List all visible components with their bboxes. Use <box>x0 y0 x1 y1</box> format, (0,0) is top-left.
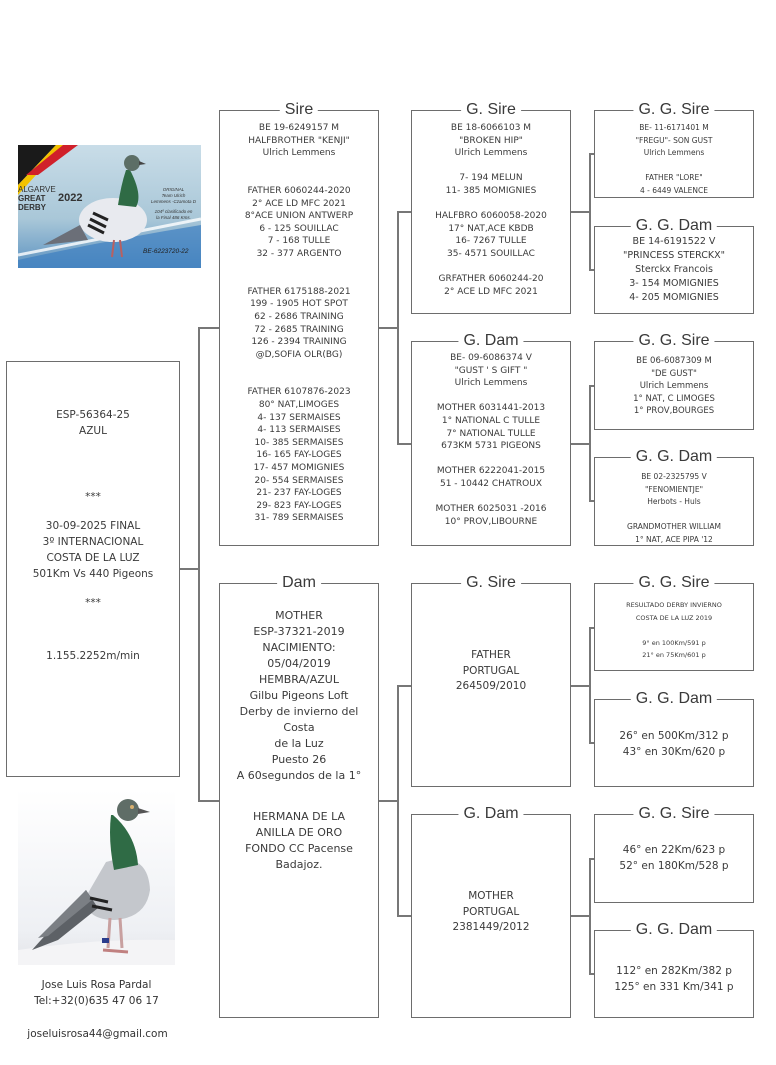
connector-line <box>589 385 591 501</box>
sd-dam-title: G. G. Dam <box>631 447 717 467</box>
owner-email[interactable]: joseluisrosa44@gmail.com <box>27 1028 168 1040</box>
connector-line <box>589 858 591 974</box>
ss-sire-title: G. G. Sire <box>633 100 714 120</box>
dam-dam-box <box>411 805 571 1018</box>
sire-title: Sire <box>280 100 318 120</box>
derby-year: 2022 <box>58 192 83 204</box>
sire-sire-details: BE 18-6066103 M "BROKEN HIP" Ulrich Lemmens 7- 194 MELUN 11- 385 MOMIGNIES HALFBRO 6060058-2020 17° NAT,ACE KBDB 16- 7267 TULLE 35- 4571 SOUILLAC GRFATHER 6060244-20 2° ACE LD MFC 2021 <box>435 123 547 297</box>
sd-sire-title: G. G. Sire <box>633 331 714 351</box>
dam-dam-title: G. Dam <box>458 804 523 824</box>
dam-details: MOTHER ESP-37321-2019 NACIMIENTO: 05/04/2019 HEMBRA/AZUL Gilbu Pigeons Loft Derby de invierno del Costa de la Luz Puesto 26 A 60segundos de la 1° HERMANA DE LA ANILLA DE ORO FONDO CC Pacense Badajoz. <box>236 609 362 872</box>
connector-line <box>571 211 590 213</box>
connector-line <box>198 327 219 329</box>
ds-sire-details: RESULTADO DERBY INVIERNO COSTA DE LA LUZ 2019 9° en 100Km/591 p 21° en 75Km/601 p <box>626 601 722 660</box>
connector-line <box>397 211 399 444</box>
ds-dam-box <box>594 690 754 787</box>
connector-line <box>571 915 590 917</box>
dd-sire-title: G. G. Sire <box>633 804 714 824</box>
connector-line <box>571 443 590 445</box>
ancestor-photo-sire <box>18 145 201 268</box>
sire-box <box>219 101 379 546</box>
dam-sire-box <box>411 574 571 787</box>
connector-line <box>379 327 398 329</box>
owner-name: Jose Luis Rosa Pardal <box>41 979 152 991</box>
connector-line <box>198 327 200 801</box>
connector-line <box>397 685 411 687</box>
pigeon-photo-icon <box>18 790 175 965</box>
sire-dam-box <box>411 332 571 546</box>
sire-dam-title: G. Dam <box>458 331 523 351</box>
owner-contact <box>18 977 175 1009</box>
connector-line <box>397 685 399 916</box>
derby-name: ALGARVE GREAT DERBY <box>18 185 56 212</box>
connector-line <box>180 568 199 570</box>
ds-dam-details: 26° en 500Km/312 p 43° en 30Km/620 p <box>619 730 729 758</box>
connector-line <box>397 443 411 445</box>
subject-details: ESP-56364-25 AZUL *** 30-09-2025 FINAL 3º INTERNACIONAL COSTA DE LA LUZ 501Km Vs 440 Pigeons *** 1.155.2252m/min <box>32 409 154 663</box>
dam-dam-details: MOTHER PORTUGAL 2381449/2012 <box>452 890 530 933</box>
subject-pigeon-box <box>6 361 180 777</box>
ss-dam-title: G. G. Dam <box>631 216 717 236</box>
ss-sire-details: BE- 11-6171401 M "FREGU"- SON GUST Ulrich Lemmens FATHER "LORE" 4 - 6449 VALENCE <box>635 123 713 195</box>
photo-caption: ORIGINAL Team Ulrich Lemmens -Czamota D 104º clasificado en la Final 486 Kms. <box>150 187 196 220</box>
sd-dam-box <box>594 448 754 546</box>
ss-dam-box <box>594 217 754 314</box>
dam-sire-details: FATHER PORTUGAL 264509/2010 <box>455 649 527 692</box>
sire-sire-title: G. Sire <box>461 100 521 120</box>
ds-dam-title: G. G. Dam <box>631 689 717 709</box>
connector-line <box>589 153 591 270</box>
connector-line <box>571 685 590 687</box>
dd-sire-details: 46° en 22Km/623 p 52° en 180Km/528 p <box>619 844 729 872</box>
connector-line <box>198 800 219 802</box>
connector-line <box>397 915 411 917</box>
connector-line <box>589 627 591 743</box>
connector-line <box>379 800 398 802</box>
dd-dam-details: 112° en 282Km/382 p 125° en 331 Km/341 p <box>614 965 734 993</box>
sire-sire-box <box>411 101 571 314</box>
sd-sire-box <box>594 332 754 430</box>
dd-dam-box <box>594 921 754 1018</box>
dd-dam-title: G. G. Dam <box>631 920 717 940</box>
ds-sire-title: G. G. Sire <box>633 573 714 593</box>
ss-dam-details: BE 14-6191522 V "PRINCESS STERCKX" Sterckx Francois 3- 154 MOMIGNIES 4- 205 MOMIGNIES <box>622 236 726 303</box>
connector-line <box>397 211 411 213</box>
dam-box <box>219 574 379 1018</box>
ds-sire-box <box>594 574 754 671</box>
owner-phone: Tel:+32(0)635 47 06 17 <box>34 995 159 1007</box>
dam-sire-title: G. Sire <box>461 573 521 593</box>
photo-ring-number: BE-6223720-22 <box>143 248 189 255</box>
sire-dam-details: BE- 09-6086374 V "GUST ' S GIFT " Ulrich Lemmens MOTHER 6031441-2013 1° NATIONAL C TULLE 7° NATIONAL TULLE 673KM 5731 PIGEONS MOTHER 6222041-2015 51 - 10442 CHATROUX MOTHER 6025031 -2016 10° PROV,LIBOURNE <box>435 353 547 527</box>
dd-sire-box <box>594 805 754 903</box>
sire-details: BE 19-6249157 M HALFBROTHER "KENJI" Ulrich Lemmens FATHER 6060244-2020 2° ACE LD MFC 2021 8°ACE UNION ANTWERP 6 - 125 SOUILLAC 7 - 168 TULLE 32 - 377 ARGENTO FATHER 6175188-2021 199 - 1905 HOT SPOT 62 - 2686 TRAINING 72 - 2685 TRAINING 126 - 2394 TRAINING @D,SOFIA OLR(BG) FATHER 6107876-2023 80° NAT,LIMOGES 4- 137 SERMAISES 4- 113 SERMAISES 10- 385 SERMAISES 16- 165 FAY-LOGES 17- 457 MOMIGNIES 20- 554 SERMAISES 21- 237 FAY-LOGES 29- 823 FAY-LOGES 31- 789 SERMAISES <box>244 123 354 524</box>
subject-pigeon-photo <box>18 790 175 965</box>
dam-title: Dam <box>277 573 321 593</box>
ss-sire-box <box>594 101 754 198</box>
sd-sire-details: BE 06-6087309 M "DE GUST" Ulrich Lemmens 1° NAT, C LIMOGES 1° PROV,BOURGES <box>633 356 715 417</box>
sd-dam-details: BE 02-2325795 V "FENOMIENTJE" Herbots - Huls GRANDMOTHER WILLIAM 1° NAT, ACE PIPA '12 <box>627 472 721 544</box>
